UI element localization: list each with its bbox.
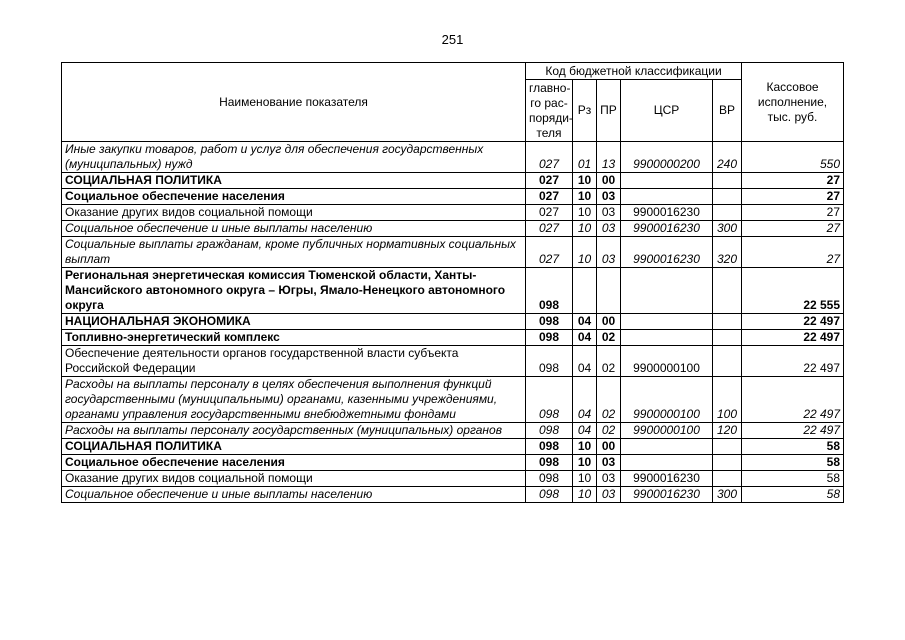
cell-pr: 03 (597, 237, 621, 268)
cell-vr (713, 189, 742, 205)
cell-csr: 9900016230 (621, 471, 713, 487)
cell-name: Обеспечение деятельности органов государственной власти субъекта Российской Федерации (62, 346, 526, 377)
cell-name: Социальное обеспечение и иные выплаты населению (62, 221, 526, 237)
cell-csr: 9900016230 (621, 237, 713, 268)
cell-pr: 03 (597, 189, 621, 205)
cell-rz: 04 (573, 346, 597, 377)
cell-rz: 10 (573, 173, 597, 189)
cell-rz: 04 (573, 377, 597, 423)
cell-vr: 300 (713, 487, 742, 503)
cell-name: СОЦИАЛЬНАЯ ПОЛИТИКА (62, 173, 526, 189)
cell-csr: 9900016230 (621, 205, 713, 221)
table-row (62, 173, 844, 189)
cell-pr: 02 (597, 330, 621, 346)
cell-csr: 9900016230 (621, 221, 713, 237)
cell-amount: 27 (742, 237, 844, 268)
cell-amount: 22 555 (742, 268, 844, 314)
cell-glrs: 027 (526, 189, 573, 205)
page-number: 251 (441, 32, 464, 47)
cell-rz: 10 (573, 237, 597, 268)
cell-glrs: 098 (526, 487, 573, 503)
cell-rz: 10 (573, 189, 597, 205)
cell-pr: 00 (597, 173, 621, 189)
cell-pr: 03 (597, 221, 621, 237)
cell-rz: 10 (573, 205, 597, 221)
cell-glrs: 098 (526, 330, 573, 346)
header-vr: ВР (713, 80, 742, 142)
cell-pr: 03 (597, 205, 621, 221)
cell-name: Социальное обеспечение населения (62, 189, 526, 205)
cell-name: Региональная энергетическая комиссия Тюменской области, Ханты-Мансийского автономного округа – Югры, Ямало-Ненецкого автономного округа (62, 268, 526, 314)
table-row (62, 455, 844, 471)
cell-glrs: 027 (526, 173, 573, 189)
cell-pr: 03 (597, 455, 621, 471)
cell-glrs: 098 (526, 314, 573, 330)
cell-csr: 9900000200 (621, 142, 713, 173)
cell-vr (713, 330, 742, 346)
cell-name: Иные закупки товаров, работ и услуг для обеспечения государственных (муниципальных) нужд (62, 142, 526, 173)
cell-name: Расходы на выплаты персоналу государственных (муниципальных) органов (62, 423, 526, 439)
cell-pr: 13 (597, 142, 621, 173)
cell-amount: 27 (742, 189, 844, 205)
table-row (62, 314, 844, 330)
cell-glrs: 098 (526, 423, 573, 439)
cell-amount: 58 (742, 439, 844, 455)
cell-glrs: 098 (526, 455, 573, 471)
header-amount: Кассовое исполнение, тыс. руб. (742, 63, 844, 142)
cell-vr: 320 (713, 237, 742, 268)
cell-amount: 27 (742, 173, 844, 189)
cell-vr (713, 455, 742, 471)
cell-vr (713, 314, 742, 330)
cell-csr: 9900016230 (621, 487, 713, 503)
cell-rz: 10 (573, 487, 597, 503)
cell-amount: 27 (742, 221, 844, 237)
cell-amount: 22 497 (742, 346, 844, 377)
cell-amount: 22 497 (742, 314, 844, 330)
table-row (62, 268, 844, 314)
cell-vr (713, 346, 742, 377)
table-row (62, 205, 844, 221)
cell-rz: 10 (573, 471, 597, 487)
cell-glrs: 027 (526, 221, 573, 237)
cell-pr: 03 (597, 487, 621, 503)
header-glrs: главно-го рас-поряди-теля (526, 80, 573, 142)
cell-rz: 01 (573, 142, 597, 173)
cell-csr (621, 314, 713, 330)
table-row (62, 330, 844, 346)
cell-amount: 58 (742, 455, 844, 471)
cell-vr (713, 439, 742, 455)
cell-glrs: 027 (526, 237, 573, 268)
cell-csr (621, 189, 713, 205)
header-code-group: Код бюджетной классификации (526, 63, 742, 80)
cell-name: Расходы на выплаты персоналу в целях обеспечения выполнения функций государственными (муниципальными) органами, казенными учреждениями, органами управления государственными внебюджетными фондами (62, 377, 526, 423)
cell-pr (597, 268, 621, 314)
cell-amount: 58 (742, 471, 844, 487)
cell-vr (713, 268, 742, 314)
cell-rz: 04 (573, 314, 597, 330)
cell-vr: 100 (713, 377, 742, 423)
cell-name: Социальное обеспечение населения (62, 455, 526, 471)
cell-amount: 22 497 (742, 377, 844, 423)
cell-amount: 550 (742, 142, 844, 173)
budget-table (61, 62, 844, 503)
cell-vr (713, 173, 742, 189)
cell-rz: 10 (573, 439, 597, 455)
table-row (62, 142, 844, 173)
cell-name: Социальные выплаты гражданам, кроме публичных нормативных социальных выплат (62, 237, 526, 268)
header-name: Наименование показателя (62, 63, 526, 142)
cell-rz: 04 (573, 330, 597, 346)
cell-amount: 22 497 (742, 423, 844, 439)
header-rz: Рз (573, 80, 597, 142)
header-pr: ПР (597, 80, 621, 142)
cell-vr: 300 (713, 221, 742, 237)
cell-name: НАЦИОНАЛЬНАЯ ЭКОНОМИКА (62, 314, 526, 330)
cell-vr (713, 471, 742, 487)
cell-name: СОЦИАЛЬНАЯ ПОЛИТИКА (62, 439, 526, 455)
cell-pr: 00 (597, 314, 621, 330)
cell-name: Топливно-энергетический комплекс (62, 330, 526, 346)
table-row (62, 471, 844, 487)
table-row (62, 377, 844, 423)
cell-amount: 58 (742, 487, 844, 503)
cell-csr (621, 455, 713, 471)
cell-pr: 03 (597, 471, 621, 487)
cell-csr (621, 439, 713, 455)
table-row (62, 237, 844, 268)
cell-rz: 10 (573, 221, 597, 237)
cell-amount: 27 (742, 205, 844, 221)
cell-csr: 9900000100 (621, 423, 713, 439)
table-row (62, 346, 844, 377)
cell-amount: 22 497 (742, 330, 844, 346)
cell-glrs: 027 (526, 205, 573, 221)
cell-csr: 9900000100 (621, 346, 713, 377)
cell-rz (573, 268, 597, 314)
cell-pr: 02 (597, 423, 621, 439)
cell-csr: 9900000100 (621, 377, 713, 423)
table-row (62, 487, 844, 503)
cell-glrs: 098 (526, 377, 573, 423)
cell-name: Оказание других видов социальной помощи (62, 471, 526, 487)
cell-csr (621, 268, 713, 314)
cell-glrs: 098 (526, 471, 573, 487)
cell-vr (713, 205, 742, 221)
cell-csr (621, 173, 713, 189)
cell-rz: 04 (573, 423, 597, 439)
cell-csr (621, 330, 713, 346)
table-row (62, 221, 844, 237)
table-body (62, 142, 844, 503)
cell-pr: 02 (597, 346, 621, 377)
table-row (62, 189, 844, 205)
cell-glrs: 098 (526, 268, 573, 314)
cell-glrs: 027 (526, 142, 573, 173)
table-header (62, 63, 844, 142)
cell-glrs: 098 (526, 346, 573, 377)
cell-glrs: 098 (526, 439, 573, 455)
cell-vr: 120 (713, 423, 742, 439)
cell-rz: 10 (573, 455, 597, 471)
table-row (62, 439, 844, 455)
header-csr: ЦСР (621, 80, 713, 142)
cell-name: Оказание других видов социальной помощи (62, 205, 526, 221)
table-row (62, 423, 844, 439)
cell-pr: 02 (597, 377, 621, 423)
cell-name: Социальное обеспечение и иные выплаты населению (62, 487, 526, 503)
cell-vr: 240 (713, 142, 742, 173)
cell-pr: 00 (597, 439, 621, 455)
